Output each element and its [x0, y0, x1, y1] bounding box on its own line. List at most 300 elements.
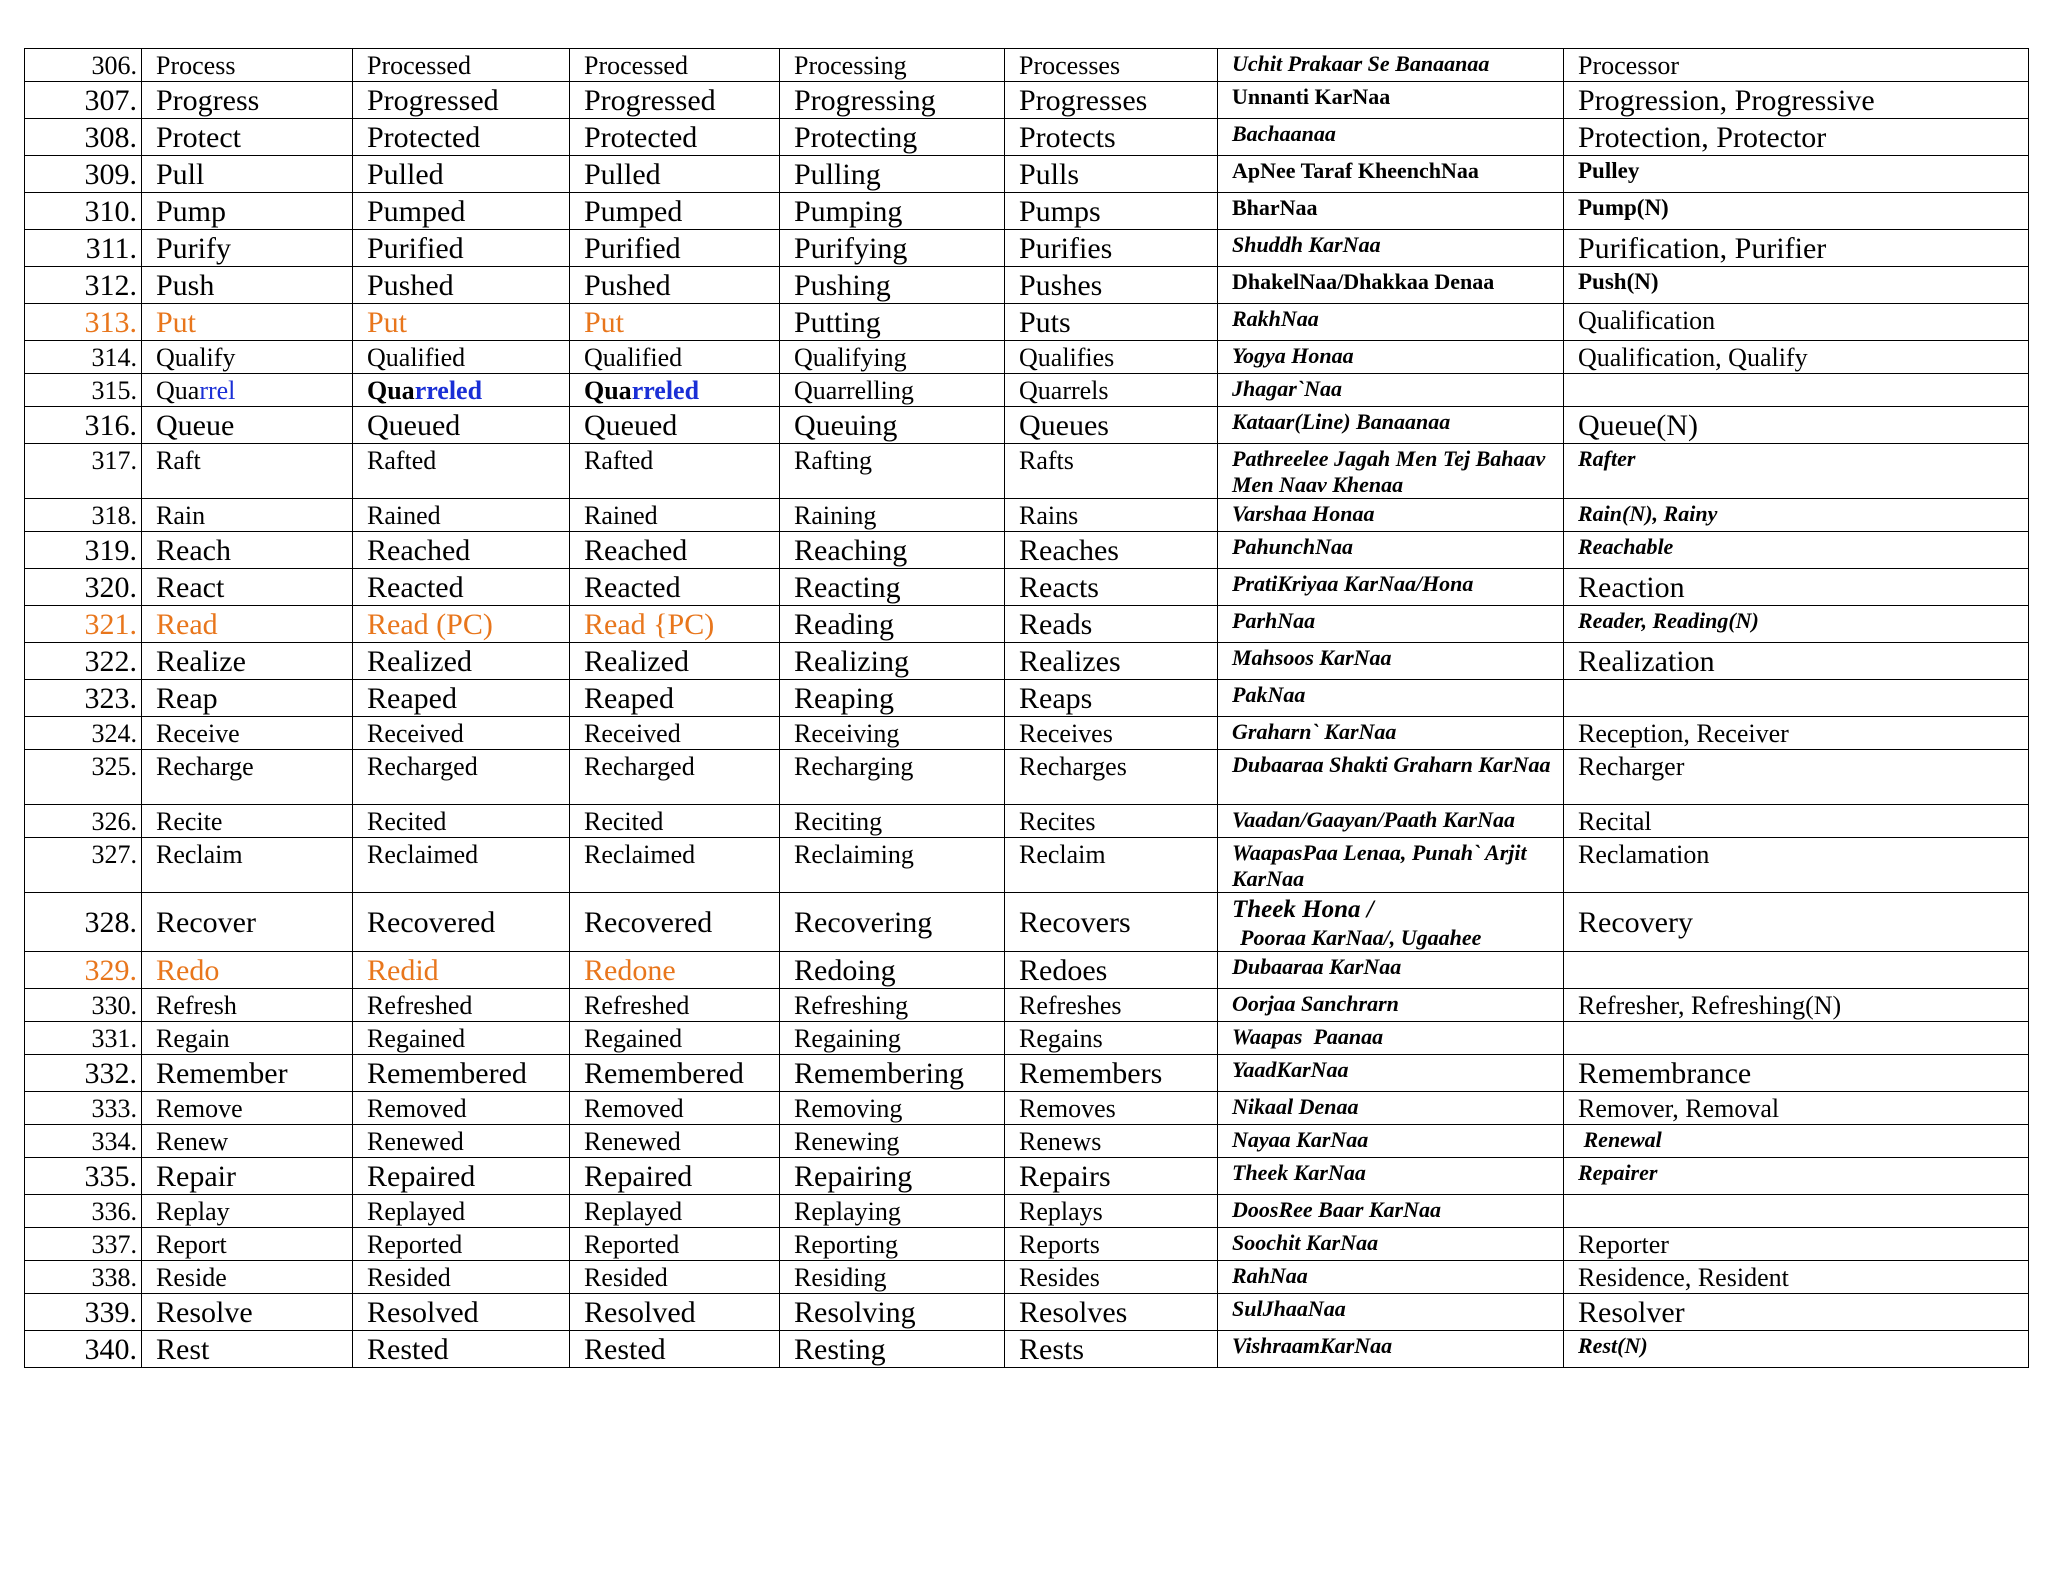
row-number: 331. [25, 1022, 142, 1055]
s-form: Queues [1005, 407, 1218, 444]
ing-form: Processing [780, 49, 1005, 82]
table-row [25, 193, 2029, 230]
hindi-meaning: DoosRee Baar KarNaa [1218, 1195, 1564, 1228]
base-form: Qualify [142, 341, 353, 374]
table-row [25, 341, 2029, 374]
derivatives: Reaction [1564, 569, 2029, 606]
hindi-meaning: Kataar(Line) Banaanaa [1218, 407, 1564, 444]
derivatives: Remembrance [1564, 1055, 2029, 1092]
past-form: Qualified [353, 341, 570, 374]
ing-form: Refreshing [780, 989, 1005, 1022]
past-form: Put [353, 304, 570, 341]
table-row [25, 989, 2029, 1022]
past-form-start: Qua [367, 376, 415, 405]
base-form: Reclaim [142, 838, 353, 893]
past-form: Reclaimed [353, 838, 570, 893]
s-form: Repairs [1005, 1158, 1218, 1195]
row-number: 329. [25, 952, 142, 989]
row-number: 332. [25, 1055, 142, 1092]
ing-form: Receiving [780, 717, 1005, 750]
ing-form: Regaining [780, 1022, 1005, 1055]
derivatives: Recital [1564, 805, 2029, 838]
ing-form: Resolving [780, 1294, 1005, 1331]
past-form: Refreshed [353, 989, 570, 1022]
derivatives: Queue(N) [1564, 407, 2029, 444]
table-row [25, 569, 2029, 606]
base-form: Receive [142, 717, 353, 750]
row-number: 311. [25, 230, 142, 267]
row-number: 317. [25, 444, 142, 499]
ing-form: Redoing [780, 952, 1005, 989]
table-row [25, 82, 2029, 119]
s-form: Rains [1005, 499, 1218, 532]
s-form: Recovers [1005, 893, 1218, 952]
past-form: Reached [353, 532, 570, 569]
derivatives: Reclamation [1564, 838, 2029, 893]
ing-form: Pumping [780, 193, 1005, 230]
base-form: Remove [142, 1092, 353, 1125]
past-participle: Pulled [570, 156, 780, 193]
base-form: Remember [142, 1055, 353, 1092]
hindi-meaning: WaapasPaa Lenaa, Punah` Arjit KarNaa [1218, 838, 1564, 893]
ing-form: Pushing [780, 267, 1005, 304]
ing-form: Reacting [780, 569, 1005, 606]
hindi-meaning: Dubaaraa Shakti Graharn KarNaa [1218, 750, 1564, 805]
s-form: Pulls [1005, 156, 1218, 193]
row-number: 309. [25, 156, 142, 193]
base-form: Pull [142, 156, 353, 193]
hindi-meaning: Pathreelee Jagah Men Tej Bahaav Men Naav Khenaa [1218, 444, 1564, 499]
base-form: Queue [142, 407, 353, 444]
base-form-highlight: rrel [199, 376, 236, 405]
s-form: Processes [1005, 49, 1218, 82]
past-form: Recovered [353, 893, 570, 952]
hindi-meaning: Uchit Prakaar Se Banaanaa [1218, 49, 1564, 82]
hindi-meaning: PahunchNaa [1218, 532, 1564, 569]
past-participle: Reached [570, 532, 780, 569]
row-number: 327. [25, 838, 142, 893]
base-form: Process [142, 49, 353, 82]
table-row [25, 750, 2029, 805]
past-form: Replayed [353, 1195, 570, 1228]
row-number: 338. [25, 1261, 142, 1294]
base-form: Realize [142, 643, 353, 680]
past-participle: Protected [570, 119, 780, 156]
past-form: Repaired [353, 1158, 570, 1195]
table-row [25, 717, 2029, 750]
hindi-meaning: Nayaa KarNaa [1218, 1125, 1564, 1158]
row-number: 319. [25, 532, 142, 569]
table-row [25, 893, 2029, 952]
past-participle: Reacted [570, 569, 780, 606]
ing-form: Renewing [780, 1125, 1005, 1158]
base-form: React [142, 569, 353, 606]
past-participle: Read {PC) [570, 606, 780, 643]
ing-form: Recharging [780, 750, 1005, 805]
derivatives: Pump(N) [1564, 193, 2029, 230]
s-form: Qualifies [1005, 341, 1218, 374]
row-number: 325. [25, 750, 142, 805]
s-form: Purifies [1005, 230, 1218, 267]
derivatives: Recharger [1564, 750, 2029, 805]
past-form-highlight: rreled [414, 376, 483, 405]
past-form: Progressed [353, 82, 570, 119]
table-row [25, 304, 2029, 341]
s-form: Reaps [1005, 680, 1218, 717]
derivatives: Qualification [1564, 304, 2029, 341]
table-row [25, 1331, 2029, 1368]
past-participle: Reaped [570, 680, 780, 717]
base-form: Replay [142, 1195, 353, 1228]
past-participle: Progressed [570, 82, 780, 119]
s-form: Renews [1005, 1125, 1218, 1158]
s-form: Rafts [1005, 444, 1218, 499]
derivatives: Reception, Receiver [1564, 717, 2029, 750]
past-form: Pumped [353, 193, 570, 230]
hindi-meaning: Varshaa Honaa [1218, 499, 1564, 532]
s-form: Pushes [1005, 267, 1218, 304]
past-participle: Recited [570, 805, 780, 838]
table-row [25, 1261, 2029, 1294]
ing-form: Raining [780, 499, 1005, 532]
s-form: Realizes [1005, 643, 1218, 680]
s-form: Redoes [1005, 952, 1218, 989]
ing-form: Reporting [780, 1228, 1005, 1261]
past-participle: Renewed [570, 1125, 780, 1158]
ing-form: Recovering [780, 893, 1005, 952]
s-form: Reports [1005, 1228, 1218, 1261]
row-number: 307. [25, 82, 142, 119]
ing-form: Reclaiming [780, 838, 1005, 893]
hindi-meaning: Theek KarNaa [1218, 1158, 1564, 1195]
past-form: Pulled [353, 156, 570, 193]
hindi-meaning: PratiKriyaa KarNaa/Hona [1218, 569, 1564, 606]
hindi-meaning: Soochit KarNaa [1218, 1228, 1564, 1261]
hindi-meaning: SulJhaaNaa [1218, 1294, 1564, 1331]
past-participle: Refreshed [570, 989, 780, 1022]
base-form: Purify [142, 230, 353, 267]
derivatives: Progression, Progressive [1564, 82, 2029, 119]
hindi-meaning: Graharn` KarNaa [1218, 717, 1564, 750]
table-row [25, 952, 2029, 989]
past-participle: Replayed [570, 1195, 780, 1228]
derivatives [1564, 952, 2029, 989]
row-number: 328. [25, 893, 142, 952]
row-number: 308. [25, 119, 142, 156]
ing-form: Remembering [780, 1055, 1005, 1092]
ing-form: Putting [780, 304, 1005, 341]
past-participle: Queued [570, 407, 780, 444]
past-form: Reported [353, 1228, 570, 1261]
past-participle: Pumped [570, 193, 780, 230]
table-row [25, 838, 2029, 893]
hindi-meaning: Shuddh KarNaa [1218, 230, 1564, 267]
past-form: Purified [353, 230, 570, 267]
base-form: Pump [142, 193, 353, 230]
s-form: Puts [1005, 304, 1218, 341]
table-row [25, 1022, 2029, 1055]
verb-forms-table [24, 48, 2029, 1368]
past-form: Redid [353, 952, 570, 989]
base-form: Reside [142, 1261, 353, 1294]
base-form: Rain [142, 499, 353, 532]
hindi-meaning: ParhNaa [1218, 606, 1564, 643]
row-number: 321. [25, 606, 142, 643]
hindi-meaning: Mahsoos KarNaa [1218, 643, 1564, 680]
derivatives: Protection, Protector [1564, 119, 2029, 156]
base-form: Recharge [142, 750, 353, 805]
row-number: 313. [25, 304, 142, 341]
derivatives: Rain(N), Rainy [1564, 499, 2029, 532]
s-form: Removes [1005, 1092, 1218, 1125]
past-participle: Put [570, 304, 780, 341]
base-form: Raft [142, 444, 353, 499]
base-form: Recite [142, 805, 353, 838]
base-form: Repair [142, 1158, 353, 1195]
s-form: Resides [1005, 1261, 1218, 1294]
derivatives: Rafter [1564, 444, 2029, 499]
past-participle: Resolved [570, 1294, 780, 1331]
past-participle: Recharged [570, 750, 780, 805]
table-row [25, 499, 2029, 532]
base-form: Resolve [142, 1294, 353, 1331]
row-number: 324. [25, 717, 142, 750]
s-form: Receives [1005, 717, 1218, 750]
row-number: 337. [25, 1228, 142, 1261]
ing-form: Residing [780, 1261, 1005, 1294]
past-form: Recited [353, 805, 570, 838]
hindi-meaning: VishraamKarNaa [1218, 1331, 1564, 1368]
ing-form: Reaching [780, 532, 1005, 569]
base-form: Regain [142, 1022, 353, 1055]
past-form: Renewed [353, 1125, 570, 1158]
hindi-meaning: Nikaal Denaa [1218, 1092, 1564, 1125]
base-form [142, 374, 353, 407]
past-participle: Reclaimed [570, 838, 780, 893]
past-participle [570, 374, 780, 407]
row-number: 318. [25, 499, 142, 532]
ing-form: Quarrelling [780, 374, 1005, 407]
s-form: Progresses [1005, 82, 1218, 119]
past-participle: Removed [570, 1092, 780, 1125]
past-form: Removed [353, 1092, 570, 1125]
s-form: Reclaim [1005, 838, 1218, 893]
table-row [25, 1055, 2029, 1092]
s-form: Replays [1005, 1195, 1218, 1228]
derivatives: Reader, Reading(N) [1564, 606, 2029, 643]
derivatives: Pulley [1564, 156, 2029, 193]
hindi-meaning: ApNee Taraf KheenchNaa [1218, 156, 1564, 193]
derivatives: Repairer [1564, 1158, 2029, 1195]
ing-form: Reading [780, 606, 1005, 643]
base-form: Read [142, 606, 353, 643]
hindi-meaning: Bachaanaa [1218, 119, 1564, 156]
hindi-meaning: RakhNaa [1218, 304, 1564, 341]
base-form: Rest [142, 1331, 353, 1368]
row-number: 336. [25, 1195, 142, 1228]
s-form: Rests [1005, 1331, 1218, 1368]
base-form: Push [142, 267, 353, 304]
table-row [25, 267, 2029, 304]
past-participle: Resided [570, 1261, 780, 1294]
derivatives: Residence, Resident [1564, 1261, 2029, 1294]
past-form: Reaped [353, 680, 570, 717]
hindi-meaning-line-2: Pooraa KarNaa/, Ugaahee [1240, 925, 1482, 950]
derivatives: Processor [1564, 49, 2029, 82]
table-row [25, 156, 2029, 193]
derivatives: Renewal [1564, 1125, 2029, 1158]
past-participle: Realized [570, 643, 780, 680]
s-form: Quarrels [1005, 374, 1218, 407]
ing-form: Rafting [780, 444, 1005, 499]
derivatives [1564, 680, 2029, 717]
row-number: 340. [25, 1331, 142, 1368]
derivatives: Rest(N) [1564, 1331, 2029, 1368]
s-form: Reacts [1005, 569, 1218, 606]
ing-form: Pulling [780, 156, 1005, 193]
past-form: Resided [353, 1261, 570, 1294]
past-participle-highlight: rreled [631, 376, 700, 405]
past-participle: Rafted [570, 444, 780, 499]
ing-form: Reciting [780, 805, 1005, 838]
ing-form: Progressing [780, 82, 1005, 119]
ing-form: Protecting [780, 119, 1005, 156]
table-row [25, 1294, 2029, 1331]
derivatives: Qualification, Qualify [1564, 341, 2029, 374]
table-row [25, 1158, 2029, 1195]
table-row [25, 49, 2029, 82]
row-number: 306. [25, 49, 142, 82]
hindi-meaning: BharNaa [1218, 193, 1564, 230]
past-form: Recharged [353, 750, 570, 805]
base-form: Renew [142, 1125, 353, 1158]
hindi-meaning: Unnanti KarNaa [1218, 82, 1564, 119]
row-number: 316. [25, 407, 142, 444]
ing-form: Repairing [780, 1158, 1005, 1195]
s-form: Recites [1005, 805, 1218, 838]
row-number: 310. [25, 193, 142, 230]
s-form: Reaches [1005, 532, 1218, 569]
table-row [25, 805, 2029, 838]
past-participle: Rested [570, 1331, 780, 1368]
derivatives: Refresher, Refreshing(N) [1564, 989, 2029, 1022]
ing-form: Purifying [780, 230, 1005, 267]
derivatives: Push(N) [1564, 267, 2029, 304]
past-form: Remembered [353, 1055, 570, 1092]
row-number: 326. [25, 805, 142, 838]
s-form: Protects [1005, 119, 1218, 156]
ing-form: Realizing [780, 643, 1005, 680]
hindi-meaning: Oorjaa Sanchrarn [1218, 989, 1564, 1022]
base-form: Refresh [142, 989, 353, 1022]
row-number: 334. [25, 1125, 142, 1158]
past-participle: Repaired [570, 1158, 780, 1195]
past-participle: Redone [570, 952, 780, 989]
past-participle: Regained [570, 1022, 780, 1055]
base-form: Protect [142, 119, 353, 156]
derivatives: Reachable [1564, 532, 2029, 569]
row-number: 322. [25, 643, 142, 680]
table-row [25, 230, 2029, 267]
past-form: Processed [353, 49, 570, 82]
table-row [25, 1092, 2029, 1125]
table-row [25, 444, 2029, 499]
past-participle: Remembered [570, 1055, 780, 1092]
derivatives [1564, 374, 2029, 407]
table-row [25, 1195, 2029, 1228]
past-form: Rested [353, 1331, 570, 1368]
past-participle: Rained [570, 499, 780, 532]
hindi-meaning: Yogya Honaa [1218, 341, 1564, 374]
hindi-meaning: Dubaaraa KarNaa [1218, 952, 1564, 989]
hindi-meaning-line-1: Theek Hona / [1232, 896, 1374, 923]
table-row [25, 643, 2029, 680]
derivatives: Recovery [1564, 893, 2029, 952]
past-participle: Pushed [570, 267, 780, 304]
s-form: Reads [1005, 606, 1218, 643]
past-form: Regained [353, 1022, 570, 1055]
base-form: Reach [142, 532, 353, 569]
past-form: Pushed [353, 267, 570, 304]
ing-form: Reaping [780, 680, 1005, 717]
base-form: Report [142, 1228, 353, 1261]
row-number: 335. [25, 1158, 142, 1195]
past-participle: Processed [570, 49, 780, 82]
hindi-meaning: RahNaa [1218, 1261, 1564, 1294]
past-form: Reacted [353, 569, 570, 606]
hindi-meaning: PakNaa [1218, 680, 1564, 717]
derivatives: Resolver [1564, 1294, 2029, 1331]
table-row [25, 119, 2029, 156]
derivatives: Realization [1564, 643, 2029, 680]
base-form: Reap [142, 680, 353, 717]
hindi-meaning: YaadKarNaa [1218, 1055, 1564, 1092]
past-participle: Recovered [570, 893, 780, 952]
base-form: Progress [142, 82, 353, 119]
s-form: Resolves [1005, 1294, 1218, 1331]
row-number: 314. [25, 341, 142, 374]
past-participle: Received [570, 717, 780, 750]
row-number: 333. [25, 1092, 142, 1125]
base-form: Redo [142, 952, 353, 989]
row-number: 330. [25, 989, 142, 1022]
row-number: 339. [25, 1294, 142, 1331]
past-participle: Purified [570, 230, 780, 267]
table-row [25, 532, 2029, 569]
s-form: Pumps [1005, 193, 1218, 230]
ing-form: Resting [780, 1331, 1005, 1368]
table-row [25, 1125, 2029, 1158]
past-form: Queued [353, 407, 570, 444]
past-form: Resolved [353, 1294, 570, 1331]
past-form [353, 374, 570, 407]
hindi-meaning: Vaadan/Gaayan/Paath KarNaa [1218, 805, 1564, 838]
hindi-meaning: DhakelNaa/Dhakkaa Denaa [1218, 267, 1564, 304]
hindi-meaning [1218, 893, 1564, 952]
past-form: Realized [353, 643, 570, 680]
s-form: Remembers [1005, 1055, 1218, 1092]
s-form: Recharges [1005, 750, 1218, 805]
ing-form: Queuing [780, 407, 1005, 444]
row-number: 320. [25, 569, 142, 606]
past-form: Rained [353, 499, 570, 532]
base-form: Put [142, 304, 353, 341]
row-number: 312. [25, 267, 142, 304]
past-form: Rafted [353, 444, 570, 499]
hindi-meaning: Jhagar`Naa [1218, 374, 1564, 407]
ing-form: Removing [780, 1092, 1005, 1125]
past-form: Read (PC) [353, 606, 570, 643]
